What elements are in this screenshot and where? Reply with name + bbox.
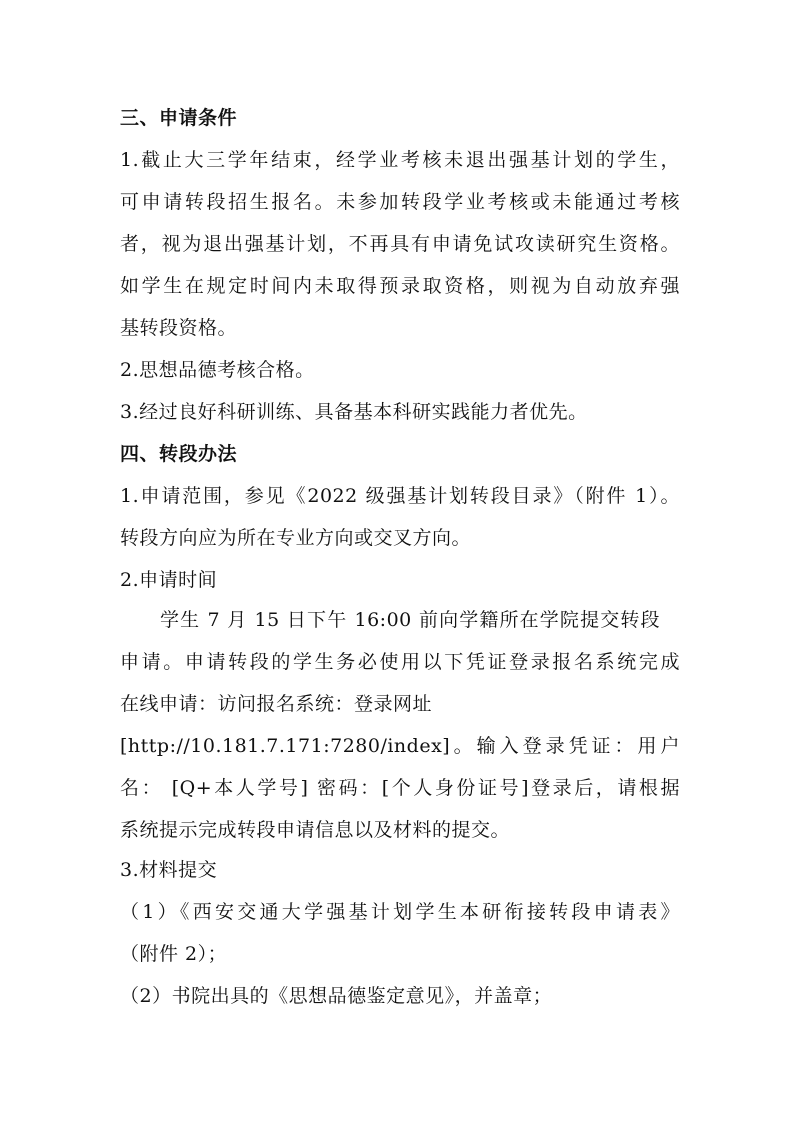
paragraph-line: 申请。申请转段的学生务必使用以下凭证登录报名系统完成 (120, 651, 680, 673)
list-item-title: 2.申请时间 (120, 569, 218, 591)
section-heading-application-conditions: 三、申请条件 (120, 107, 238, 129)
paragraph-line: 基转段资格。 (120, 317, 238, 339)
paragraph-line: 如学生在规定时间内未取得预录取资格，则视为自动放弃强 (120, 275, 680, 297)
paragraph-line: 学生 7 月 15 日下午 16:00 前向学籍所在学院提交转段 (160, 609, 660, 631)
paragraph-line: 在线申请：访问报名系统：登录网址 (120, 693, 433, 715)
paragraph-line: （2）书院出具的《思想品德鉴定意见》，并盖章； (120, 985, 553, 1007)
paragraph-line: 1.申请范围，参见《2022 级强基计划转段目录》（附件 1）。 (120, 485, 680, 507)
list-item-title: 3.材料提交 (120, 859, 218, 881)
paragraph-line: 系统提示完成转段申请信息以及材料的提交。 (120, 819, 511, 841)
paragraph-line: [http://10.181.7.171:7280/index]。输入登录凭证：用户 (120, 735, 680, 757)
paragraph-line: 者，视为退出强基计划，不再具有申请免试攻读研究生资格。 (120, 233, 680, 255)
paragraph-line: 转段方向应为所在专业方向或交叉方向。 (120, 527, 472, 549)
paragraph-line: （1）《西安交通大学强基计划学生本研衔接转段申请表》 (120, 901, 680, 923)
paragraph-line: 名： [Q+本人学号] 密码：[个人身份证号]登录后，请根据 (120, 777, 680, 799)
list-item: 3.经过良好科研训练、具备基本科研实践能力者优先。 (120, 401, 588, 423)
list-item: 2.思想品德考核合格。 (120, 359, 315, 381)
section-heading-transfer-method: 四、转段办法 (120, 443, 238, 465)
paragraph-line: （附件 2）； (120, 943, 228, 965)
paragraph-line: 1.截止大三学年结束，经学业考核未退出强基计划的学生， (120, 149, 680, 171)
paragraph-line: 可申请转段招生报名。未参加转段学业考核或未能通过考核 (120, 191, 680, 213)
